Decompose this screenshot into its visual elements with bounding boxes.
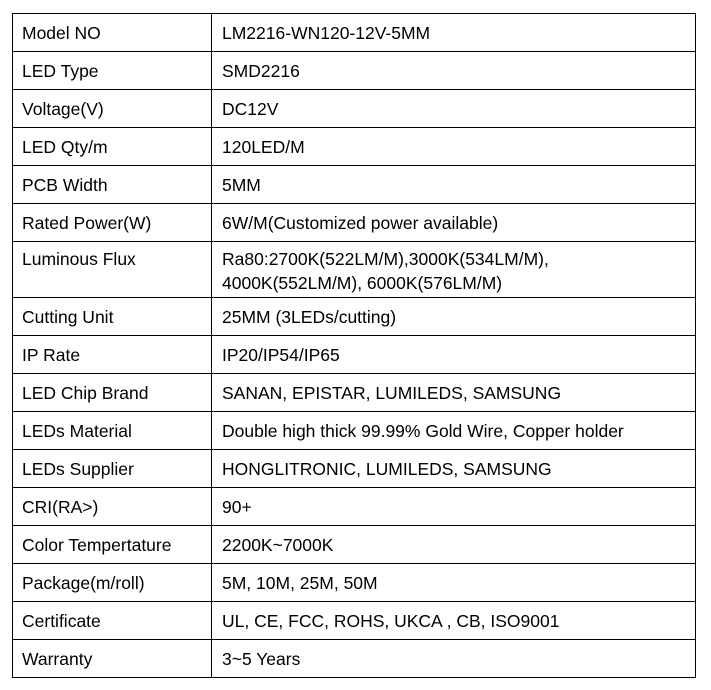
- table-row-model-no: [13, 14, 696, 52]
- row-value: 90+: [212, 488, 696, 526]
- table-row-led-type: [13, 52, 696, 90]
- row-label: Rated Power(W): [13, 204, 212, 242]
- table-row-voltage: [13, 90, 696, 128]
- row-value: 5MM: [212, 166, 696, 204]
- row-value: 120LED/M: [212, 128, 696, 166]
- row-value: SANAN, EPISTAR, LUMILEDS, SAMSUNG: [212, 374, 696, 412]
- row-value: 3~5 Years: [212, 640, 696, 678]
- row-value: Double high thick 99.99% Gold Wire, Copper holder: [212, 412, 696, 450]
- table-row-color-temperature: [13, 526, 696, 564]
- row-value: SMD2216: [212, 52, 696, 90]
- row-value: HONGLITRONIC, LUMILEDS, SAMSUNG: [212, 450, 696, 488]
- row-value: DC12V: [212, 90, 696, 128]
- row-label: LED Chip Brand: [13, 374, 212, 412]
- row-label: LED Qty/m: [13, 128, 212, 166]
- table-row-certificate: [13, 602, 696, 640]
- row-label: Luminous Flux: [13, 242, 212, 298]
- table-row-leds-supplier: [13, 450, 696, 488]
- row-value: 25MM (3LEDs/cutting): [212, 298, 696, 336]
- row-value: 6W/M(Customized power available): [212, 204, 696, 242]
- table-row-cri: [13, 488, 696, 526]
- spec-table: [12, 13, 696, 678]
- row-label: Cutting Unit: [13, 298, 212, 336]
- row-value: [212, 242, 696, 298]
- row-label: Certificate: [13, 602, 212, 640]
- row-value: UL, CE, FCC, ROHS, UKCA , CB, ISO9001: [212, 602, 696, 640]
- table-row-leds-material: [13, 412, 696, 450]
- row-value: LM2216-WN120-12V-5MM: [212, 14, 696, 52]
- row-label: Package(m/roll): [13, 564, 212, 602]
- row-value: 2200K~7000K: [212, 526, 696, 564]
- table-row-led-qty: [13, 128, 696, 166]
- row-value-line-2: 4000K(552LM/M), 6000K(576LM/M): [222, 273, 503, 293]
- row-label: Model NO: [13, 14, 212, 52]
- row-label: PCB Width: [13, 166, 212, 204]
- table-row-luminous-flux: [13, 242, 696, 298]
- row-label: CRI(RA>): [13, 488, 212, 526]
- row-value-line-1: Ra80:2700K(522LM/M),3000K(534LM/M),: [222, 249, 549, 269]
- table-row-package: [13, 564, 696, 602]
- row-label: LEDs Supplier: [13, 450, 212, 488]
- table-row-pcb-width: [13, 166, 696, 204]
- row-value: IP20/IP54/IP65: [212, 336, 696, 374]
- row-label: Color Tempertature: [13, 526, 212, 564]
- table-row-rated-power: [13, 204, 696, 242]
- table-row-led-chip-brand: [13, 374, 696, 412]
- row-label: IP Rate: [13, 336, 212, 374]
- row-value: 5M, 10M, 25M, 50M: [212, 564, 696, 602]
- row-label: Warranty: [13, 640, 212, 678]
- table-row-ip-rate: [13, 336, 696, 374]
- table-row-warranty: [13, 640, 696, 678]
- table-row-cutting-unit: [13, 298, 696, 336]
- row-label: LED Type: [13, 52, 212, 90]
- row-label: LEDs Material: [13, 412, 212, 450]
- row-label: Voltage(V): [13, 90, 212, 128]
